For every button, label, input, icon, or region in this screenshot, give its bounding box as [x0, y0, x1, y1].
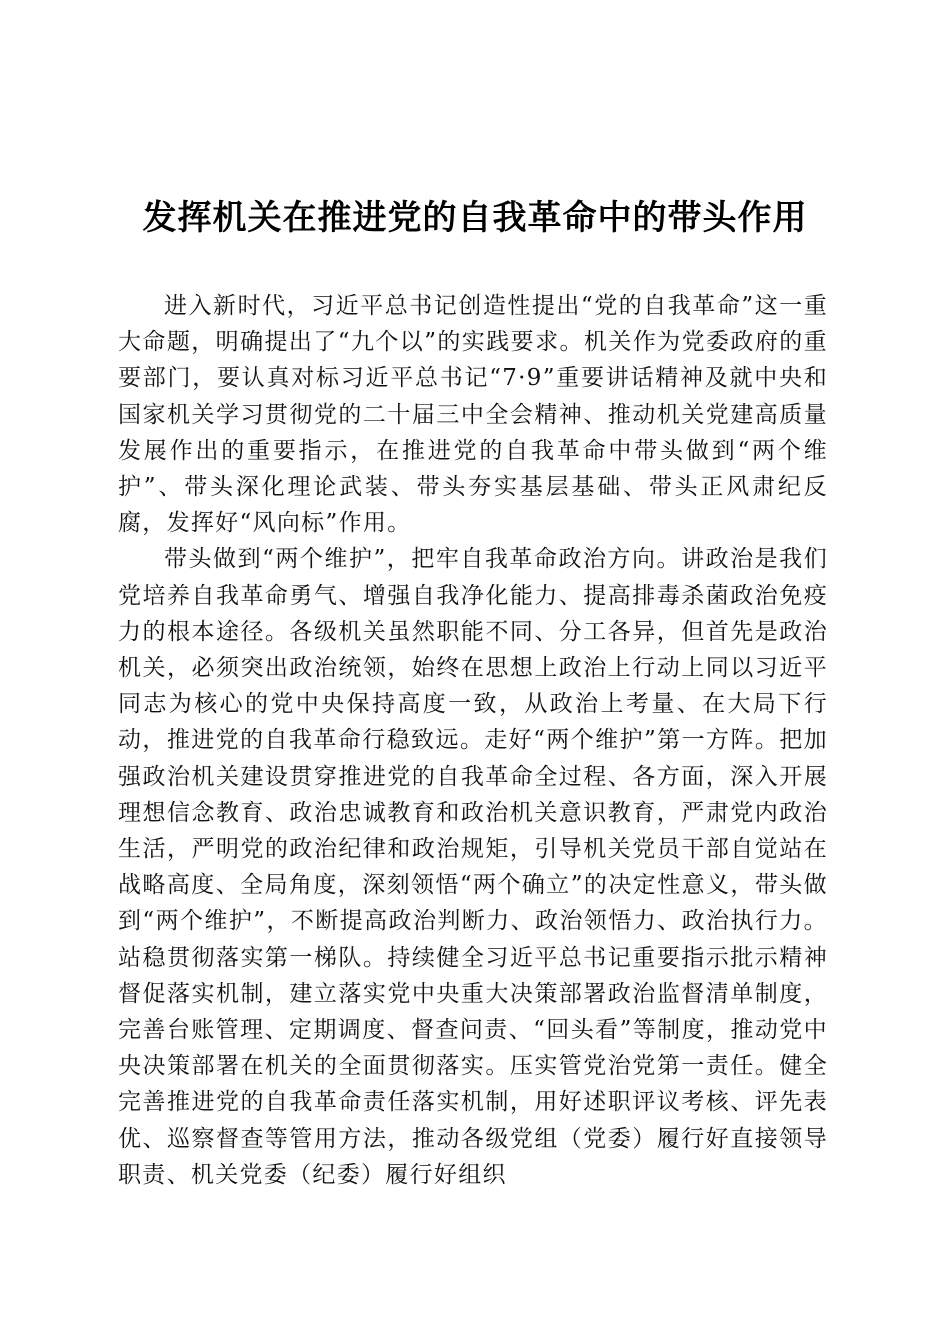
paragraph-two-safeguards: 带头做到“两个维护”，把牢自我革命政治方向。讲政治是我们党培养自我革命勇气、增强自我净化能力、提高排毒杀菌政治免疫力的根本途径。各级机关虽然职能不同、分工各异，但首先是政治机关，必须突出政治统领，始终在思想上政治上行动上同以习近平同志为核心的党中央保持高度一致，从政治上考量、在大局下行动，推进党的自我革命行稳致远。走好“两个维护”第一方阵。把加强政治机关建设贯穿推进党的自我革命全过程、各方面，深入开展理想信念教育、政治忠诚教育和政治机关意识教育，严肃党内政治生活，严明党的政治纪律和政治规矩，引导机关党员干部自觉站在战略高度、全局角度，深刻领悟“两个确立”的决定性意义，带头做到“两个维护”，不断提高政治判断力、政治领悟力、政治执行力。站稳贯彻落实第一梯队。持续健全习近平总书记重要指示批示精神督促落实机制，建立落实党中央重大决策部署政治监督清单制度，完善台账管理、定期调度、督查问责、“回头看”等制度，推动党中央决策部署在机关的全面贯彻落实。压实管党治党第一责任。健全完善推进党的自我革命责任落实机制，用好述职评议考核、评先表优、巡察督查等管用方法，推动各级党组（党委）履行好直接领导职责、机关党委（纪委）履行好组织 — [118, 546, 828, 1188]
document-title: 发挥机关在推进党的自我革命中的带头作用 — [142, 198, 808, 238]
paragraph-intro: 进入新时代，习近平总书记创造性提出“党的自我革命”这一重大命题，明确提出了“九个以”的实践要求。机关作为党委政府的重要部门，要认真对标习近平总书记“7·9”重要讲话精神及就中央和国家机关学习贯彻党的二十届三中全会精神、推动机关党建高质量发展作出的重要指示，在推进党的自我革命中带头做到“两个维护”、带头深化理论武装、带头夯实基层基础、带头正风肃纪反腐，发挥好“风向标”作用。 — [118, 293, 828, 537]
document-body — [118, 288, 828, 1193]
